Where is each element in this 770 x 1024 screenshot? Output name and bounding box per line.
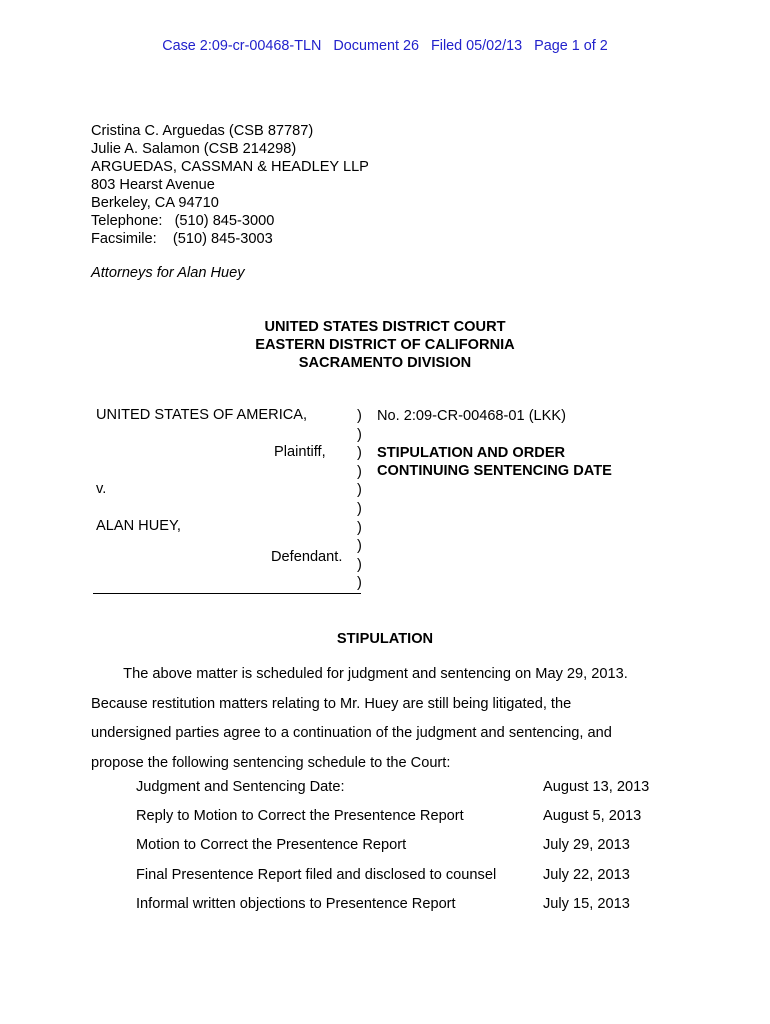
plaintiff-role: Plaintiff,	[274, 444, 326, 460]
firm-facsimile: Facsimile: (510) 845-3003	[91, 231, 273, 247]
schedule-item-label: Final Presentence Report filed and disclosed to counsel	[136, 867, 497, 883]
schedule-row	[136, 896, 656, 916]
paragraph-line: undersigned parties agree to a continuation of the judgment and sentencing, and	[91, 725, 612, 742]
document-title-line: STIPULATION AND ORDER	[377, 445, 566, 461]
defendant-role: Defendant.	[271, 549, 343, 565]
caption-paren: )	[357, 463, 362, 480]
court-division-line: SACRAMENTO DIVISION	[298, 355, 472, 371]
paragraph-line: Because restitution matters relating to Mr. Huey are still being litigated, the	[91, 695, 572, 712]
caption-paren: )	[357, 575, 362, 592]
caption-paren: )	[357, 556, 362, 573]
case-number: No. 2:09-CR-00468-01 (LKK)	[377, 408, 566, 424]
caption-divider	[93, 593, 361, 594]
schedule-item-label: Motion to Correct the Presentence Report	[136, 837, 407, 853]
paragraph-line: propose the following sentencing schedule to the Court:	[91, 755, 451, 772]
schedule-item-date: July 29, 2013	[543, 837, 630, 853]
court-title	[0, 318, 770, 372]
attorneys-for-line: Attorneys for Alan Huey	[91, 265, 245, 281]
page-header: Case 2:09-cr-00468-TLN Document 26 Filed 05/02/13 Page 1 of 2	[162, 38, 608, 54]
attorney-name-line: Cristina C. Arguedas (CSB 87787)	[91, 123, 314, 139]
court-name-line: UNITED STATES DISTRICT COURT	[264, 319, 506, 335]
caption-paren: )	[357, 445, 362, 462]
firm-street-address: 803 Hearst Avenue	[91, 177, 215, 193]
schedule-row	[136, 867, 656, 887]
document-title-line: CONTINUING SENTENCING DATE	[377, 463, 612, 479]
schedule-row	[136, 779, 656, 799]
caption-paren: )	[357, 482, 362, 499]
caption-paren: )	[357, 426, 362, 443]
plaintiff-name: UNITED STATES OF AMERICA,	[96, 407, 308, 423]
firm-telephone: Telephone: (510) 845-3000	[91, 213, 275, 229]
caption-paren-column	[357, 407, 362, 593]
stipulation-heading: STIPULATION	[336, 631, 434, 647]
versus-label: v.	[96, 481, 107, 497]
document-title	[377, 444, 612, 480]
attorney-block	[91, 122, 369, 248]
schedule-item-label: Informal written objections to Presentence Report	[136, 896, 456, 912]
paragraph-line: The above matter is scheduled for judgment and sentencing on May 29, 2013.	[91, 666, 628, 682]
stipulation-paragraph	[91, 660, 691, 779]
schedule-item-date: July 22, 2013	[543, 867, 630, 883]
caption-paren: )	[357, 500, 362, 517]
caption-paren: )	[357, 519, 362, 536]
caption-case-info	[377, 407, 612, 479]
firm-city-state-zip: Berkeley, CA 94710	[91, 195, 219, 211]
schedule-item-date: August 13, 2013	[543, 779, 650, 795]
court-district-line: EASTERN DISTRICT OF CALIFORNIA	[255, 337, 515, 353]
schedule-row	[136, 808, 656, 828]
caption-paren: )	[357, 538, 362, 555]
schedule-item-label: Reply to Motion to Correct the Presentence Report	[136, 808, 464, 824]
schedule-item-date: August 5, 2013	[543, 808, 642, 824]
schedule-item-label: Judgment and Sentencing Date:	[136, 779, 345, 795]
caption-paren: )	[357, 408, 362, 424]
schedule-item-date: July 15, 2013	[543, 896, 630, 912]
law-firm-name: ARGUEDAS, CASSMAN & HEADLEY LLP	[91, 159, 369, 175]
attorney-name-line: Julie A. Salamon (CSB 214298)	[91, 141, 297, 157]
defendant-name: ALAN HUEY,	[96, 518, 181, 534]
schedule-row	[136, 837, 656, 857]
